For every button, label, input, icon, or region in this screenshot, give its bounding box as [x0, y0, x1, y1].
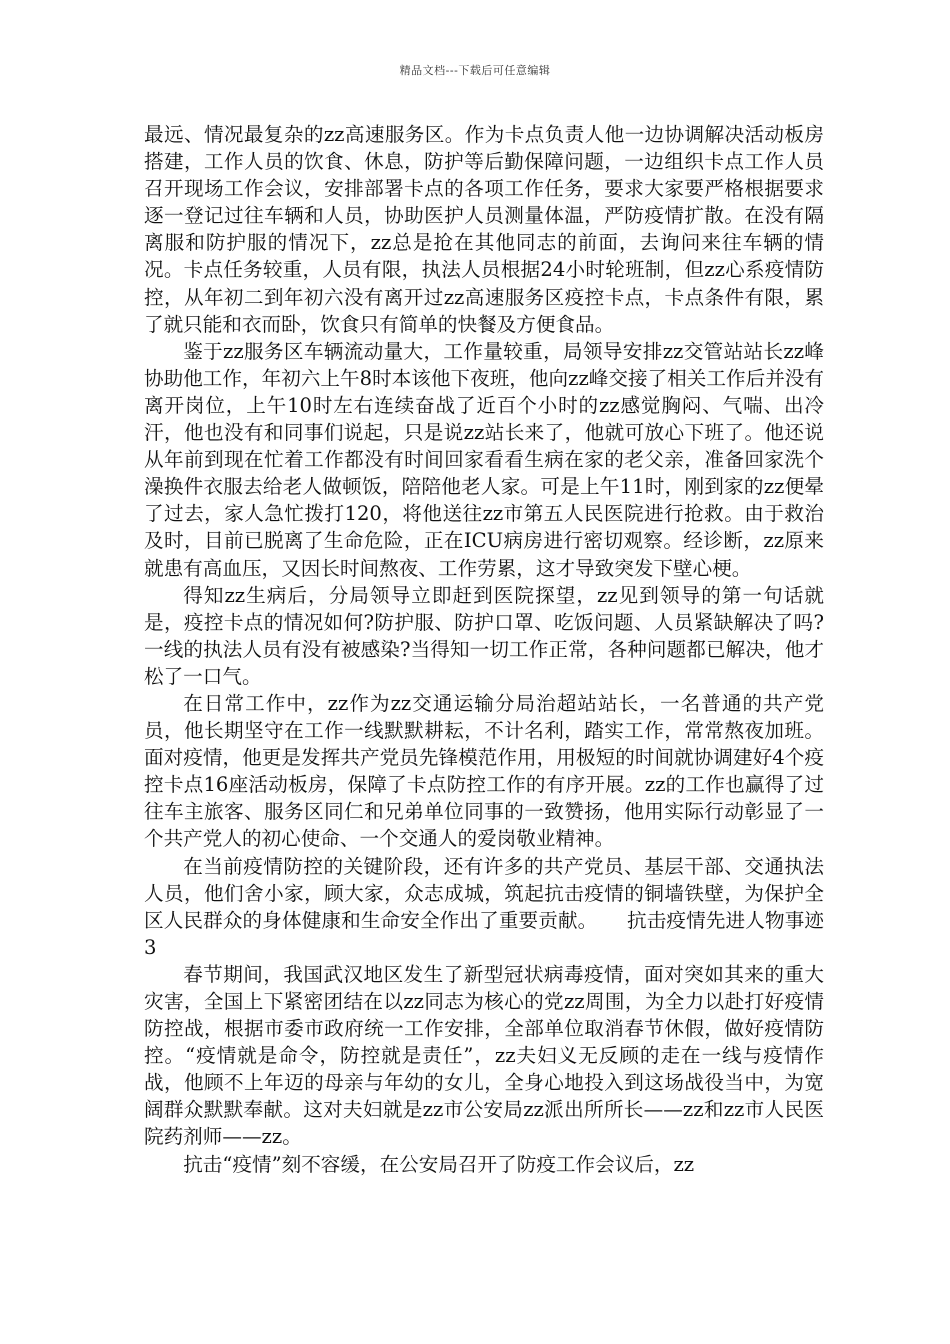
paragraph-2: 鉴于zz服务区车辆流动量大，工作量较重，局领导安排zz交管站站长zz峰协助他工作，年初六上午8时本该他下夜班，他向zz峰交接了相关工作后并没有离开岗位，上午10时左右连续奋战了近百个小时的zz感觉胸闷、气喘、出冷汗，他也没有和同事们说起，只是说zz站长来了，他就可放心下班了。他还说从年前到现在忙着工作都没有时间回家看看生病在家的老父亲，准备回家洗个澡换件衣服去给老人做顿饭，陪陪他老人家。可是上午11时，刚到家的zz便晕了过去，家人急忙拨打120，将他送往zz市第五人民医院进行抢救。由于救治及时，目前已脱离了生命危险，正在ICU病房进行密切观察。经诊断，zz原来就患有高血压，又因长时间熬夜、工作劳累，这才导致突发下壁心梗。 — [144, 339, 824, 580]
paragraph-6: 春节期间，我国武汉地区发生了新型冠状病毒疫情，面对突如其来的重大灾害，全国上下紧密团结在以zz同志为核心的党zz周围，为全力以赴打好疫情防控战，根据市委市政府统一工作安排，全部单位取消春节休假，做好疫情防控。“疫情就是命令，防控就是责任”，zz夫妇义无反顾的走在一线与疫情作战，他顾不上年迈的母亲与年幼的女儿，全身心地投入到这场战役当中，为宽阔群众默默奉献。这对夫妇就是zz市公安局zz派出所所长——zz和zz市人民医院药剂师——zz。 — [144, 962, 824, 1149]
page-header: 精品文档---下载后可任意编辑 — [399, 64, 551, 77]
paragraph-5: 在当前疫情防控的关键阶段，还有许多的共产党员、基层干部、交通执法人员，他们舍小家，顾大家，众志成城，筑起抗击疫情的铜墙铁壁，为保护全区人民群众的身体健康和生命安全作出了重要贡献。 抗击疫情先进人物事迹3 — [144, 854, 824, 959]
paragraph-4: 在日常工作中，zz作为zz交通运输分局治超站站长，一名普通的共产党员，他长期坚守在工作一线默默耕耘，不计名利，踏实工作，常常熬夜加班。面对疫情，他更是发挥共产党员先锋模范作用，用极短的时间就协调建好4个疫控卡点16座活动板房，保障了卡点防控工作的有序开展。zz的工作也赢得了过往车主旅客、服务区同仁和兄弟单位同事的一致赞扬，他用实际行动彰显了一个共产党人的初心使命、一个交通人的爱岗敬业精神。 — [144, 691, 824, 851]
paragraph-1: 最远、情况最复杂的zz高速服务区。作为卡点负责人他一边协调解决活动板房搭建，工作人员的饮食、休息，防护等后勤保障问题，一边组织卡点工作人员召开现场工作会议，安排部署卡点的各项工作任务，要求大家要严格根据要求逐一登记过往车辆和人员，协助医护人员测量体温，严防疫情扩散。在没有隔离服和防护服的情况下，zz总是抢在其他同志的前面，去询问来往车辆的情况。卡点任务较重，人员有限，执法人员根据24小时轮班制，但zz心系疫情防控，从年初二到年初六没有离开过zz高速服务区疫控卡点，卡点条件有限，累了就只能和衣而卧，饮食只有简单的快餐及方便食品。 — [144, 123, 824, 336]
paragraph-7: 抗击“疫情”刻不容缓，在公安局召开了防疫工作会议后，zz — [183, 1152, 695, 1176]
paragraph-3: 得知zz生病后，分局领导立即赶到医院探望，zz见到领导的第一句话就是，疫控卡点的情况如何?防护服、防护口罩、吃饭问题、人员紧缺解决了吗?一线的执法人员有没有被感染?当得知一切工作正常，各种问题都已解决，他才松了一口气。 — [144, 583, 824, 688]
document-body — [144, 121, 824, 1178]
